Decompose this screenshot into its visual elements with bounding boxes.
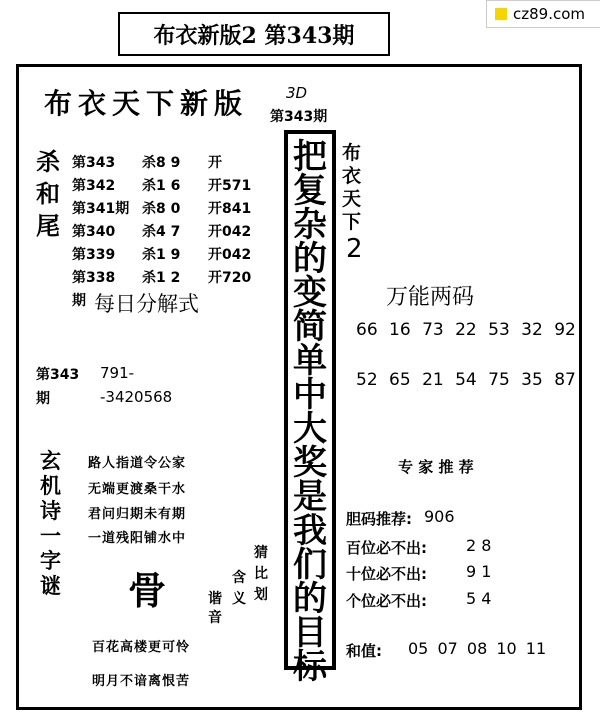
board-title: 布衣天下新版 bbox=[44, 87, 249, 120]
formula-line-1: 791- bbox=[100, 364, 135, 382]
wanneng-title: 万能两码 bbox=[386, 285, 475, 310]
page-title: 布衣新版2 第343期 bbox=[118, 12, 390, 56]
label-3d: 3D bbox=[286, 84, 308, 102]
poem-line: 无端更渡桑干水 bbox=[88, 482, 187, 497]
site-name: cz89.com bbox=[513, 5, 586, 23]
formula-qi: 期 bbox=[36, 391, 50, 407]
right-brand: 布 衣 天 下 bbox=[342, 142, 362, 233]
hint-char: 音 bbox=[208, 610, 222, 626]
poem-tail-line: 百花高楼更可怜 bbox=[92, 640, 191, 655]
bai-label: 百位必不出: bbox=[346, 539, 427, 557]
dan-ma-label: 胆码推荐: bbox=[346, 510, 412, 528]
dan-ma-value: 906 bbox=[424, 507, 455, 526]
slogan-box: 把 复 杂 的 变 简 单 中 大 奖 是 我 们 的 目 标 bbox=[284, 130, 336, 670]
site-watermark bbox=[486, 0, 600, 28]
shi-label: 十位必不出: bbox=[346, 565, 427, 583]
daily-formula-label: 每日分解式 bbox=[94, 292, 199, 316]
poem-line: 路人指道令公家 bbox=[88, 456, 187, 471]
poem-tail-line: 明月不谙离恨苦 bbox=[92, 674, 191, 689]
wanneng-row-1: 66 16 73 22 53 32 92 bbox=[356, 320, 576, 340]
poem-line: 一道残阳铺水中 bbox=[88, 531, 187, 546]
formula-line-2: -3420568 bbox=[100, 388, 173, 406]
poem-line: 君问归期未有期 bbox=[88, 507, 187, 522]
logo-square-icon bbox=[495, 8, 507, 20]
hint-char: 划 bbox=[254, 587, 268, 603]
expert-title: 专 家 推 荐 bbox=[398, 458, 474, 476]
bai-value: 2 8 bbox=[466, 536, 492, 555]
hint-char: 谐 bbox=[208, 591, 222, 607]
hint-char: 猜 bbox=[254, 545, 268, 561]
shi-value: 9 1 bbox=[466, 562, 492, 581]
qi-label: 期 bbox=[72, 293, 86, 309]
hezhi-label: 和值: bbox=[346, 642, 382, 660]
hint-char: 比 bbox=[254, 566, 268, 582]
ge-value: 5 4 bbox=[466, 589, 492, 608]
issue-number: 第343期 bbox=[270, 109, 328, 125]
wanneng-row-2: 52 65 21 54 75 35 87 bbox=[356, 370, 576, 390]
hint-char: 含 bbox=[232, 570, 246, 586]
poem-label: 玄 机 诗 一 字 谜 bbox=[40, 448, 61, 598]
ge-label: 个位必不出: bbox=[346, 592, 427, 610]
right-brand-number: 2 bbox=[346, 234, 363, 264]
hezhi-value: 05 07 08 10 11 bbox=[408, 639, 547, 658]
formula-period: 第343 bbox=[36, 367, 80, 383]
hint-char: 义 bbox=[232, 591, 246, 607]
riddle-big-char: 骨 bbox=[128, 568, 167, 613]
sha-he-wei-label: 杀 和 尾 bbox=[36, 147, 60, 240]
